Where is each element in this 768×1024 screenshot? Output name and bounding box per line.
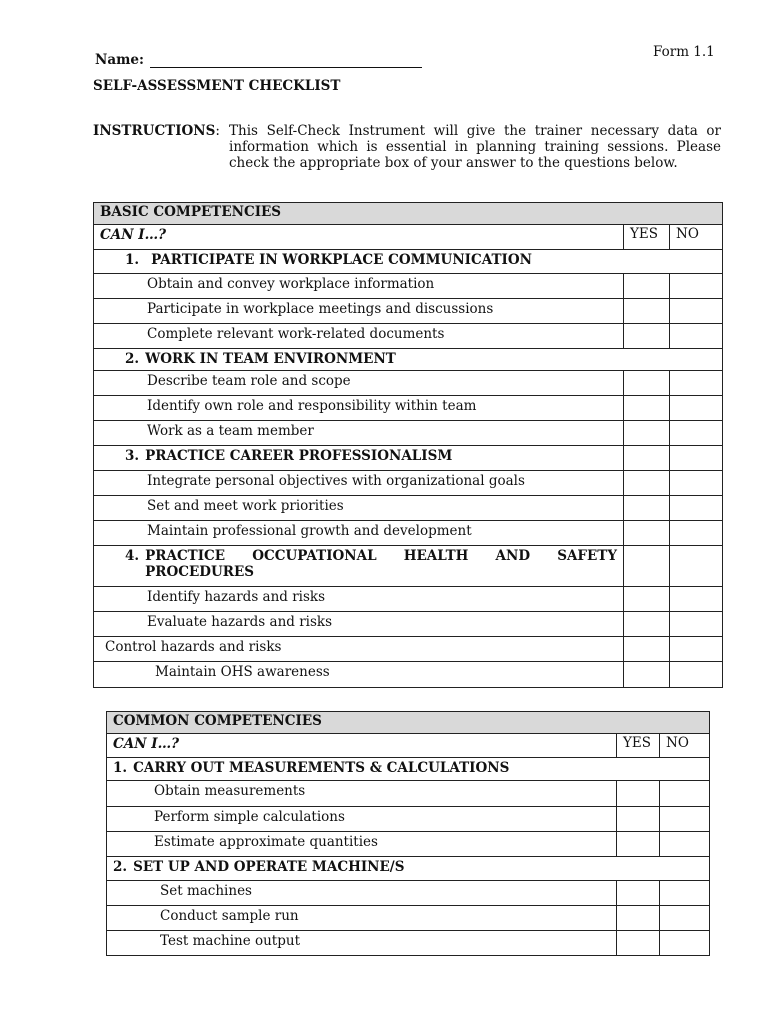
common-section-2	[107, 857, 710, 881]
basic-competencies-table	[93, 202, 723, 688]
no-checkbox[interactable]	[670, 521, 723, 546]
section-number: 4.	[125, 548, 140, 564]
name-field-line[interactable]	[150, 67, 422, 68]
section-title: CARRY OUT MEASUREMENTS & CALCULATIONS	[133, 760, 510, 776]
no-checkbox[interactable]	[670, 446, 723, 471]
table-row	[94, 299, 723, 324]
no-checkbox[interactable]	[670, 471, 723, 496]
item-label: Test machine output	[107, 931, 617, 956]
no-checkbox[interactable]	[660, 906, 710, 931]
instructions-colon: :	[215, 123, 220, 139]
no-checkbox[interactable]	[660, 881, 710, 906]
yes-checkbox[interactable]	[617, 807, 660, 832]
yes-checkbox[interactable]	[624, 496, 670, 521]
table-row	[107, 781, 710, 807]
section-title-word: SAFETY	[557, 548, 617, 564]
item-label: Complete relevant work-related documents	[94, 324, 624, 349]
instructions-label-wrap	[93, 123, 220, 139]
item-label: Describe team role and scope	[94, 371, 624, 396]
yes-checkbox[interactable]	[624, 521, 670, 546]
basic-section-4	[94, 546, 624, 587]
section-number: 1.	[113, 760, 128, 776]
yes-checkbox[interactable]	[624, 471, 670, 496]
table-row	[94, 371, 723, 396]
table-row	[107, 906, 710, 931]
yes-checkbox[interactable]	[624, 274, 670, 299]
page-title: SELF-ASSESSMENT CHECKLIST	[93, 78, 341, 94]
item-label: Control hazards and risks	[94, 637, 624, 662]
section-number: 1.	[125, 252, 140, 268]
basic-yes-header: YES	[624, 225, 670, 250]
section-title: PRACTICE CAREER PROFESSIONALISM	[145, 448, 453, 464]
basic-section-1	[94, 250, 723, 274]
section-title: SET UP AND OPERATE MACHINE/S	[133, 859, 405, 875]
yes-checkbox[interactable]	[617, 906, 660, 931]
no-checkbox[interactable]	[670, 546, 723, 587]
basic-no-header: NO	[670, 225, 723, 250]
item-label: Participate in workplace meetings and discussions	[94, 299, 624, 324]
item-label: Perform simple calculations	[107, 807, 617, 832]
item-label: Work as a team member	[94, 421, 624, 446]
no-checkbox[interactable]	[670, 421, 723, 446]
yes-checkbox[interactable]	[624, 446, 670, 471]
item-label: Maintain professional growth and development	[94, 521, 624, 546]
common-competencies-table	[106, 711, 710, 956]
no-checkbox[interactable]	[670, 662, 723, 688]
yes-checkbox[interactable]	[624, 546, 670, 587]
item-label: Integrate personal objectives with organizational goals	[94, 471, 624, 496]
yes-checkbox[interactable]	[624, 612, 670, 637]
yes-checkbox[interactable]	[624, 371, 670, 396]
yes-checkbox[interactable]	[624, 587, 670, 612]
table-row	[94, 637, 723, 662]
table-row	[107, 931, 710, 956]
common-yes-header: YES	[617, 734, 660, 758]
item-label: Set and meet work priorities	[94, 496, 624, 521]
no-checkbox[interactable]	[670, 637, 723, 662]
table-row	[94, 662, 723, 688]
no-checkbox[interactable]	[670, 274, 723, 299]
section-title: PARTICIPATE IN WORKPLACE COMMUNICATION	[151, 252, 532, 268]
yes-checkbox[interactable]	[617, 832, 660, 857]
no-checkbox[interactable]	[670, 396, 723, 421]
table-row	[94, 274, 723, 299]
no-checkbox[interactable]	[660, 807, 710, 832]
yes-checkbox[interactable]	[624, 662, 670, 688]
table-row	[94, 396, 723, 421]
basic-can-i: CAN I…?	[94, 225, 624, 250]
item-label: Maintain OHS awareness	[94, 662, 624, 688]
yes-checkbox[interactable]	[624, 396, 670, 421]
item-label: Evaluate hazards and risks	[94, 612, 624, 637]
item-label: Set machines	[107, 881, 617, 906]
section-title-word: AND	[495, 548, 531, 564]
table-row	[107, 881, 710, 906]
table-row	[94, 587, 723, 612]
no-checkbox[interactable]	[660, 781, 710, 807]
item-label: Obtain and convey workplace information	[94, 274, 624, 299]
basic-heading: BASIC COMPETENCIES	[94, 203, 723, 225]
common-can-i: CAN I…?	[107, 734, 617, 758]
instructions-label: INSTRUCTIONS	[93, 123, 216, 139]
name-label: Name:	[95, 52, 144, 68]
basic-section-3	[94, 446, 624, 471]
section-number: 3.	[125, 448, 140, 464]
table-row	[94, 471, 723, 496]
yes-checkbox[interactable]	[617, 881, 660, 906]
item-label: Identify own role and responsibility within team	[94, 396, 624, 421]
yes-checkbox[interactable]	[624, 299, 670, 324]
item-label: Conduct sample run	[107, 906, 617, 931]
yes-checkbox[interactable]	[624, 324, 670, 349]
instructions-text: This Self-Check Instrument will give the trainer necessary data or information which is essential in planning training sessions. Please check the appropriate box of your answer to the questions below.	[229, 123, 721, 171]
table-row	[94, 324, 723, 349]
table-row	[94, 496, 723, 521]
section-title-word: PRACTICE	[145, 548, 226, 564]
yes-checkbox[interactable]	[624, 421, 670, 446]
table-row	[107, 807, 710, 832]
form-number: Form 1.1	[653, 44, 715, 60]
yes-checkbox[interactable]	[617, 781, 660, 807]
no-checkbox[interactable]	[660, 931, 710, 956]
yes-checkbox[interactable]	[624, 637, 670, 662]
table-row	[107, 832, 710, 857]
no-checkbox[interactable]	[670, 371, 723, 396]
section-title-line-2: PROCEDURES	[145, 564, 254, 580]
no-checkbox[interactable]	[670, 299, 723, 324]
yes-checkbox[interactable]	[617, 931, 660, 956]
no-checkbox[interactable]	[670, 496, 723, 521]
common-no-header: NO	[660, 734, 710, 758]
item-label: Obtain measurements	[107, 781, 617, 807]
item-label: Identify hazards and risks	[94, 587, 624, 612]
basic-section-2	[94, 349, 723, 371]
section-number: 2.	[113, 859, 128, 875]
section-number: 2.	[125, 351, 140, 367]
section-title: WORK IN TEAM ENVIRONMENT	[145, 351, 396, 367]
table-row	[94, 421, 723, 446]
no-checkbox[interactable]	[670, 612, 723, 637]
table-row	[94, 521, 723, 546]
common-heading: COMMON COMPETENCIES	[107, 712, 710, 734]
item-label: Estimate approximate quantities	[107, 832, 617, 857]
no-checkbox[interactable]	[670, 324, 723, 349]
no-checkbox[interactable]	[670, 587, 723, 612]
section-title-word: HEALTH	[403, 548, 469, 564]
common-section-1	[107, 758, 710, 781]
table-row	[94, 612, 723, 637]
no-checkbox[interactable]	[660, 832, 710, 857]
section-title-line-1	[145, 548, 617, 564]
section-title-word: OCCUPATIONAL	[252, 548, 377, 564]
